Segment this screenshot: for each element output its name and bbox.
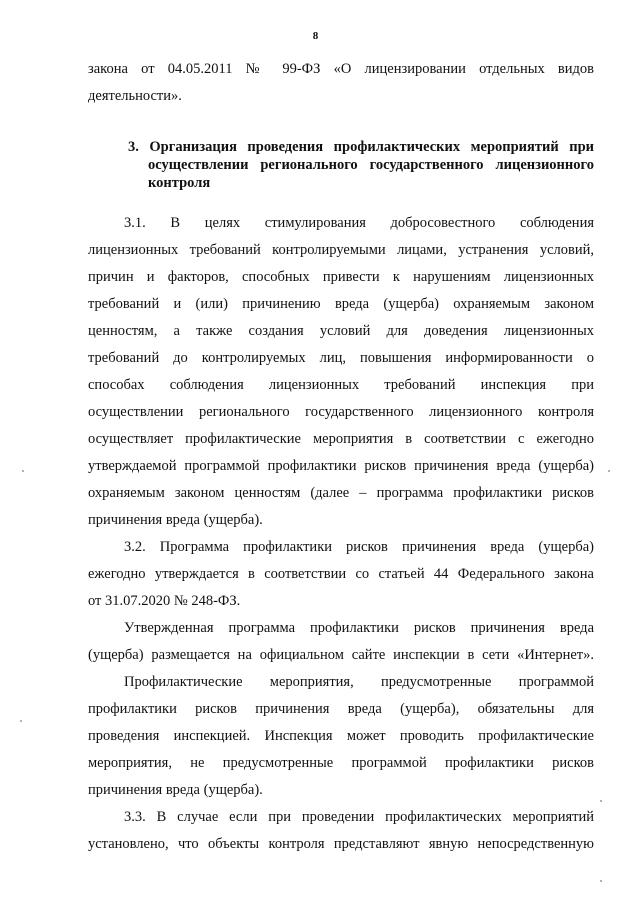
text-line: требований и (или) причинению вреда (ущерба) охраняемым законом xyxy=(88,296,594,312)
text-line: (ущерба) размещается на официальном сайте инспекции в сети «Интернет». xyxy=(88,647,594,663)
text-line: охраняемым законом ценностям (далее – программа профилактики рисков xyxy=(88,485,594,501)
text-line: Профилактические мероприятия, предусмотренные программой xyxy=(124,674,594,690)
scan-speck xyxy=(608,470,610,472)
text-line: способах соблюдения лицензионных требований инспекция при xyxy=(88,377,594,393)
text-line: деятельности». xyxy=(88,88,182,104)
scan-speck xyxy=(22,470,24,472)
text-line: ежегодно утверждается в соответствии со статьей 44 Федерального закона xyxy=(88,566,594,582)
text-line: осуществлении регионального государственного лицензионного контроля xyxy=(88,404,594,420)
text-line: установлено, что объекты контроля представляют явную непосредственную xyxy=(88,836,594,852)
text-line: от 31.07.2020 № 248-ФЗ. xyxy=(88,593,241,609)
text-line: причинения вреда (ущерба). xyxy=(88,782,263,798)
section-heading-line: контроля xyxy=(148,175,211,191)
page-number: 8 xyxy=(312,30,319,42)
text-line: 3.3. В случае если при проведении профилактических мероприятий xyxy=(124,809,594,825)
text-line: 3.2. Программа профилактики рисков причинения вреда (ущерба) xyxy=(124,539,594,555)
text-line: лицензионных требований контролируемыми лицами, устранения условий, xyxy=(88,242,594,258)
text-line: утверждаемой программой профилактики рисков причинения вреда (ущерба) xyxy=(88,458,594,474)
scan-speck xyxy=(600,800,602,802)
scan-speck xyxy=(20,720,22,722)
text-line: требований до контролируемых лиц, повышения информированности о xyxy=(88,350,594,366)
text-line: 3.1. В целях стимулирования добросовестного соблюдения xyxy=(124,215,594,231)
text-line: причин и факторов, способных привести к нарушениям лицензионных xyxy=(88,269,594,285)
section-heading-line: осуществлении регионального государственного лицензионного xyxy=(148,157,594,173)
text-line: мероприятия, не предусмотренные программой профилактики рисков xyxy=(88,755,594,771)
text-line: профилактики рисков причинения вреда (ущерба), обязательны для xyxy=(88,701,594,717)
text-line: причинения вреда (ущерба). xyxy=(88,512,263,528)
text-line: Утвержденная программа профилактики рисков причинения вреда xyxy=(124,620,594,636)
text-line: осуществляет профилактические мероприятия в соответствии с ежегодно xyxy=(88,431,594,447)
section-heading-line: 3. Организация проведения профилактических мероприятий при xyxy=(128,139,594,155)
text-line: проведения инспекцией. Инспекция может проводить профилактические xyxy=(88,728,594,744)
text-line: ценностям, а также создания условий для доведения лицензионных xyxy=(88,323,594,339)
text-line: закона от 04.05.2011 № 99-ФЗ «О лицензировании отдельных видов xyxy=(88,61,594,77)
scan-speck xyxy=(600,880,602,882)
